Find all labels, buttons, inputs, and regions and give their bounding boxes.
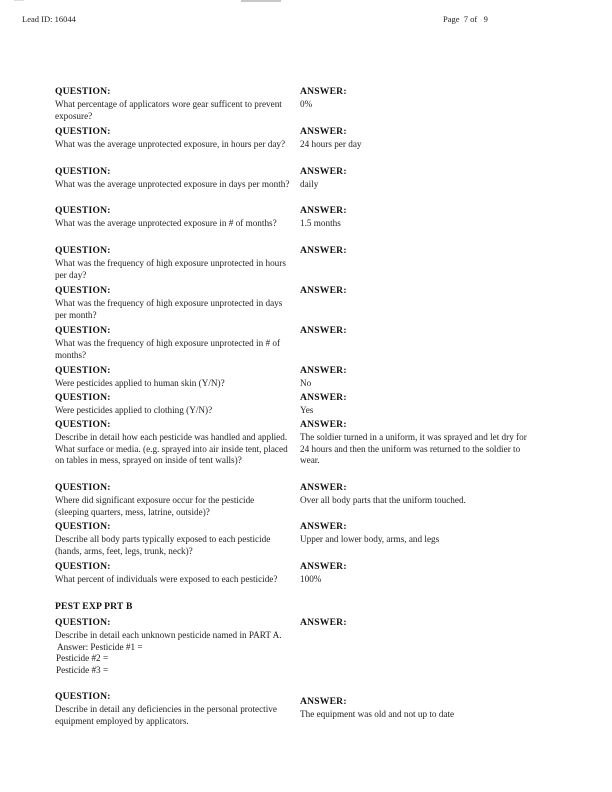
answer-text: No <box>300 378 312 388</box>
answer-text: daily <box>300 179 319 189</box>
answer-label: ANSWER: <box>300 166 347 177</box>
question-block <box>55 482 290 518</box>
answer-block <box>300 285 535 298</box>
answer-text: 24 hours per day <box>300 139 362 149</box>
answer-block <box>300 365 535 390</box>
question-text: What was the frequency of high exposure unprotected in # of months? <box>55 338 281 360</box>
page-number: Page 7 of 9 <box>443 14 488 24</box>
question-text: What was the average unprotected exposure in days per month? <box>55 179 290 189</box>
answer-label: ANSWER: <box>300 521 347 532</box>
answer-label: ANSWER: <box>300 365 347 376</box>
pesticide-line: Answer: Pesticide #1 = <box>57 641 143 652</box>
answer-label: ANSWER: <box>300 617 347 628</box>
question-block <box>55 86 290 122</box>
question-block <box>55 521 290 557</box>
question-label: QUESTION: <box>55 166 111 177</box>
answer-label: ANSWER: <box>300 419 347 430</box>
question-text: Describe in detail each unknown pesticide named in PART A. <box>55 630 282 640</box>
question-block <box>55 419 290 467</box>
answer-block <box>300 86 535 111</box>
question-label: QUESTION: <box>55 691 111 702</box>
question-block <box>55 245 290 281</box>
lead-id: Lead ID: 16044 <box>22 14 76 24</box>
question-block <box>55 166 290 191</box>
question-label: QUESTION: <box>55 205 111 216</box>
answer-block <box>300 205 535 230</box>
answer-block <box>300 561 535 586</box>
answer-label: ANSWER: <box>300 696 347 707</box>
question-block <box>55 285 290 321</box>
answer-block <box>300 419 535 467</box>
question-text: What percent of individuals were exposed to each pesticide? <box>55 574 278 584</box>
question-block <box>55 205 290 230</box>
pesticide-line: Pesticide #2 = <box>56 653 109 664</box>
section-heading: PEST EXP PRT B <box>55 601 133 612</box>
question-block <box>55 691 290 727</box>
question-label: QUESTION: <box>55 521 111 532</box>
question-label: QUESTION: <box>55 325 111 336</box>
answer-label: ANSWER: <box>300 205 347 216</box>
question-block <box>55 325 290 361</box>
answer-block <box>300 617 535 630</box>
answer-label: ANSWER: <box>300 285 347 296</box>
answer-text: The soldier turned in a uniform, it was sprayed and let dry for 24 hours and then the uniform was returned to the soldier to wear. <box>300 432 527 466</box>
answer-text: 0% <box>300 99 313 109</box>
answer-label: ANSWER: <box>300 325 347 336</box>
answer-block <box>300 126 535 151</box>
question-text: Were pesticides applied to clothing (Y/N)? <box>55 405 213 415</box>
question-text: Describe all body parts typically exposed to each pesticide (hands, arms, feet, legs, trunk, neck)? <box>55 534 271 556</box>
answer-block <box>300 245 535 258</box>
question-text: Were pesticides applied to human skin (Y/N)? <box>55 378 225 388</box>
question-block <box>55 392 290 417</box>
answer-label: ANSWER: <box>300 392 347 403</box>
answer-block <box>300 696 535 721</box>
question-text: What was the frequency of high exposure unprotected in days per month? <box>55 298 283 320</box>
question-label: QUESTION: <box>55 285 111 296</box>
question-label: QUESTION: <box>55 419 111 430</box>
answer-block <box>300 482 535 507</box>
scan-artifact <box>241 0 281 2</box>
answer-label: ANSWER: <box>300 561 347 572</box>
question-block <box>55 617 290 676</box>
question-text: What was the average unprotected exposure in # of months? <box>55 218 277 228</box>
question-block <box>55 561 290 586</box>
answer-block <box>300 166 535 191</box>
question-text: Describe in detail any deficiencies in the personal protective equipment employed by applicators. <box>55 704 277 726</box>
pesticide-line: Pesticide #3 = <box>56 664 109 675</box>
answer-text: Yes <box>300 405 314 415</box>
answer-block <box>300 521 535 546</box>
question-label: QUESTION: <box>55 245 111 256</box>
question-label: QUESTION: <box>55 482 111 493</box>
answer-text: 100% <box>300 574 322 584</box>
answer-text: Over all body parts that the uniform touched. <box>300 495 466 505</box>
question-text: Describe in detail how each pesticide was handled and applied. What surface or media. (e.g. sprayed into air inside tent, placed on tables in mess, sprayed on inside of tent walls)? <box>55 432 288 466</box>
scan-artifact <box>14 0 24 1</box>
question-text: What was the average unprotected exposure, in hours per day? <box>55 139 286 149</box>
answer-text: Upper and lower body, arms, and legs <box>300 534 440 544</box>
answer-block <box>300 392 535 417</box>
answer-block <box>300 325 535 338</box>
question-label: QUESTION: <box>55 86 111 97</box>
answer-text: The equipment was old and not up to date <box>300 709 455 719</box>
answer-label: ANSWER: <box>300 245 347 256</box>
answer-text: 1.5 months <box>300 218 341 228</box>
question-text: What percentage of applicators wore gear sufficent to prevent exposure? <box>55 99 282 121</box>
answer-label: ANSWER: <box>300 126 347 137</box>
question-block <box>55 126 290 151</box>
question-block <box>55 365 290 390</box>
question-label: QUESTION: <box>55 126 111 137</box>
question-text: What was the frequency of high exposure unprotected in hours per day? <box>55 258 286 280</box>
answer-label: ANSWER: <box>300 482 347 493</box>
question-label: QUESTION: <box>55 365 111 376</box>
question-label: QUESTION: <box>55 561 111 572</box>
question-label: QUESTION: <box>55 617 111 628</box>
answer-label: ANSWER: <box>300 86 347 97</box>
question-label: QUESTION: <box>55 392 111 403</box>
question-text: Where did significant exposure occur for the pesticide (sleeping quarters, mess, latrine, outside)? <box>55 495 255 517</box>
